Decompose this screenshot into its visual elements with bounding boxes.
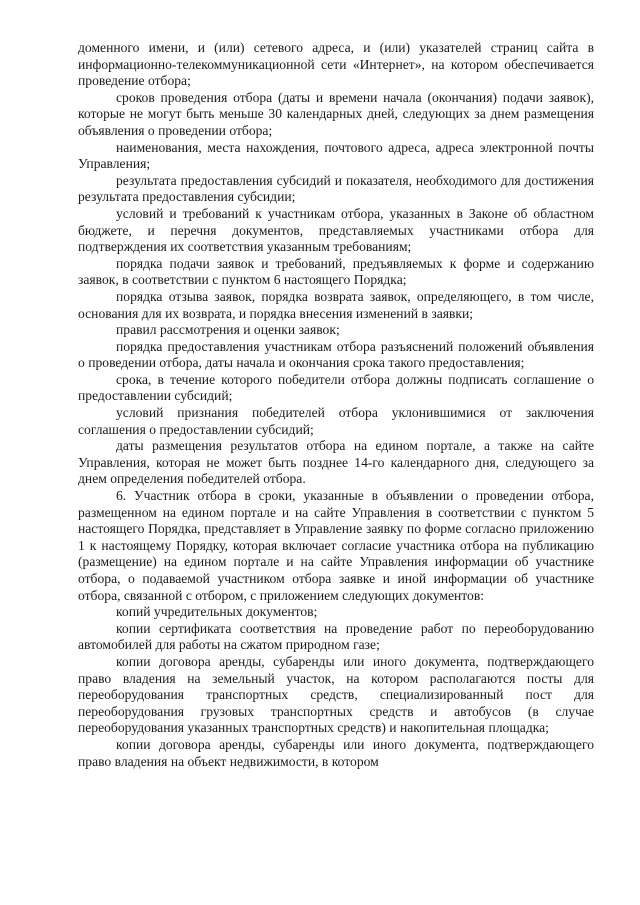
paragraph-evasion: условий признания победителей отбора уклонившимися от заключения соглашения о предоставлении субсидий; — [78, 405, 594, 437]
paragraph-certificate: копии сертификата соответствия на проведение работ по переоборудованию автомобилей для работы на сжатом природном газе; — [78, 620, 594, 653]
paragraph-signing-term: срока, в течение которого победители отбора должны подписать соглашение о предоставлении субсидий; — [78, 371, 594, 404]
paragraph-contacts: наименования, места нахождения, почтового адреса, адреса электронной почты Управления; — [78, 139, 594, 172]
paragraph-submission-order: порядка подачи заявок и требований, предъявляемых к форме и содержанию заявок, в соответствии с пунктом 6 настоящего Порядка; — [78, 255, 594, 288]
paragraph-domain-name: доменного имени, и (или) сетевого адреса, и (или) указателей страниц сайта в информационно-телекоммуникационной сети «Интернет», на котором обеспечивается проведение отбора; — [78, 40, 594, 89]
paragraph-clause-6: 6. Участник отбора в сроки, указанные в объявлении о проведении отбора, размещенном на едином портале и на сайте Управления в соответствии с пунктом 5 настоящего Порядка, представляет в Управление заявку по форме согласно приложению 1 к настоящему Порядку, которая включает согласие участника отбора на публикацию (размещение) на едином портале и на сайте Управления информации об участнике отбора, о подаваемой участником отбора заявке и иной информации об участнике отбора, связанной с отбором, с приложением следующих документов: — [78, 488, 594, 603]
paragraph-requirements: условий и требований к участникам отбора, указанных в Законе об областном бюджете, и перечня документов, представляемых участниками отбора для подтверждения их соответствия указанным требованиям; — [78, 205, 594, 255]
paragraph-deadlines: сроков проведения отбора (даты и времени начала (окончания) подачи заявок), которые не могут быть меньше 30 календарных дней, следующих за днем размещения объявления о проведении отбора; — [78, 89, 594, 138]
paragraph-review-rules: правил рассмотрения и оценки заявок; — [116, 322, 340, 338]
document-page — [78, 40, 594, 770]
paragraph-land-lease: копии договора аренды, субаренды или иного документа, подтверждающего право владения на земельный участок, на котором располагаются посты для переоборудования транспортных средств, специализированный пост для переоборудования грузовых транспортных средств и автобусов (в случае переоборудования указанных транспортных средств) и накопительная площадка; — [78, 653, 594, 736]
paragraph-withdrawal: порядка отзыва заявок, порядка возврата заявок, определяющего, в том числе, основания для их возврата, и порядка внесения изменений в заявки; — [78, 288, 594, 321]
paragraph-result: результата предоставления субсидий и показателя, необходимого для достижения результата предоставления субсидии; — [78, 172, 594, 205]
paragraph-property-lease: копии договора аренды, субаренды или иного документа, подтверждающего право владения на объект недвижимости, в котором — [78, 736, 594, 769]
paragraph-results-date: даты размещения результатов отбора на едином портале, а также на сайте Управления, которая не может быть позднее 14-го календарного дня, следующего за днем определения победителей отбора. — [78, 438, 594, 487]
paragraph-founding-docs: копий учредительных документов; — [116, 604, 318, 620]
paragraph-clarifications: порядка предоставления участникам отбора разъяснений положений объявления о проведении отбора, даты начала и окончания срока такого предоставления; — [78, 338, 594, 371]
